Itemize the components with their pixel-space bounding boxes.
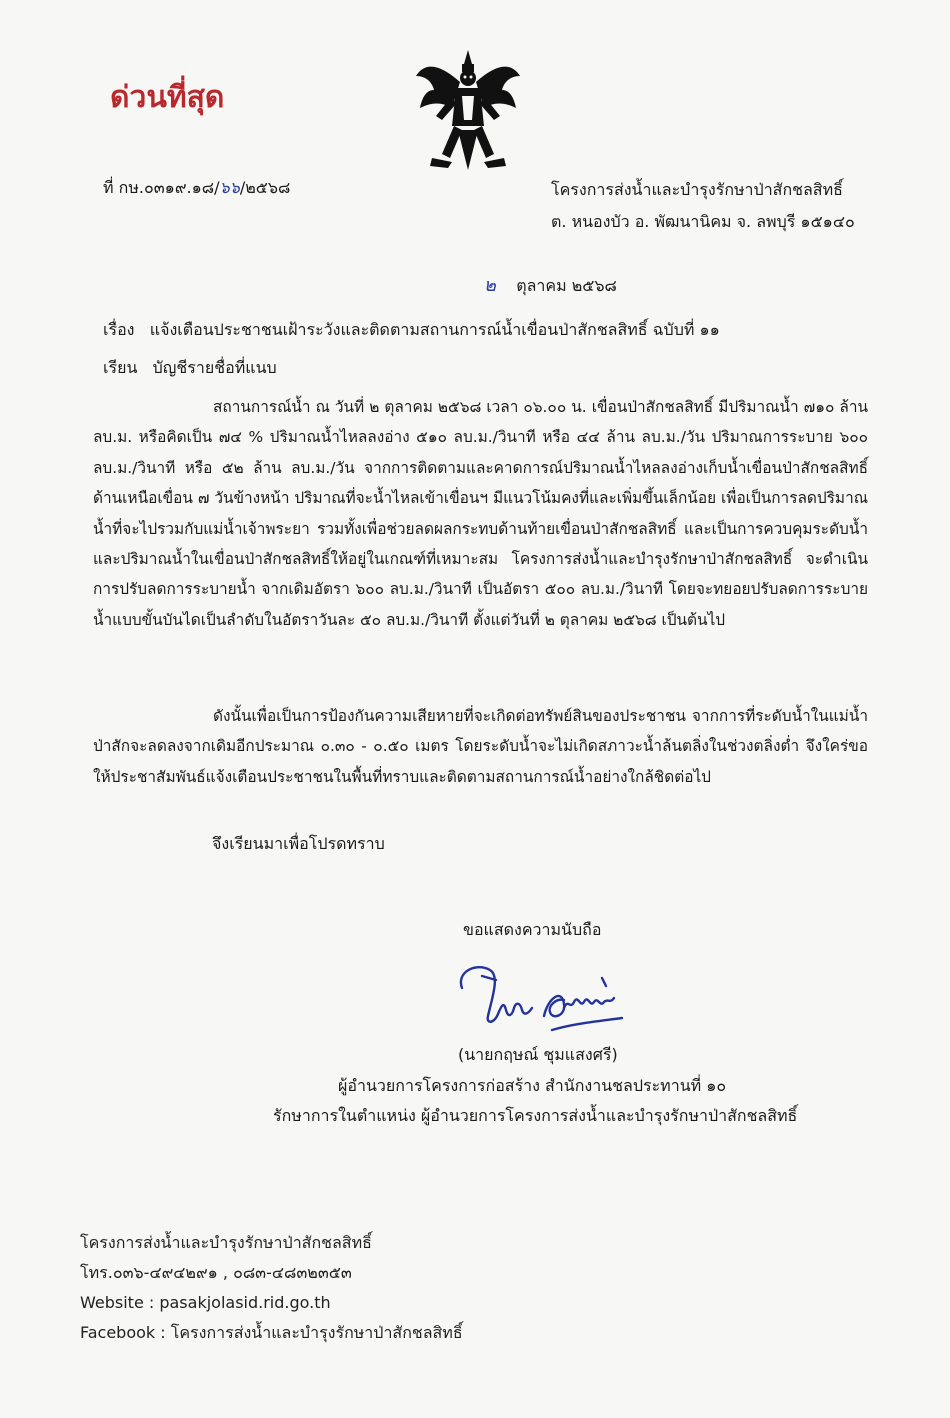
sender-address: ต. หนองบัว อ. พัฒนานิคม จ. ลพบุรี ๑๕๑๔๐ bbox=[551, 212, 855, 231]
urgency-label: ด่วนที่สุด bbox=[110, 80, 225, 115]
body-paragraph-2: ดังนั้นเพื่อเป็นการป้องกันความเสียหายที่จะเกิดต่อทรัพย์สินของประชาชน จากการที่ระดับน้ำในแม่น้ำป่าสักจะลดลงจากเดิมอีกประมาณ ๐.๓๐ - ๐.๕๐ เมตร โดยระดับน้ำจะไม่เกิดสภาวะน้ำล้นตลิ่งในช่วงตลิ่งต่ำ จึงใคร่ขอให้ประชาสัมพันธ์แจ้งเตือนประชาชนในพื้นที่ทราบและติดตามสถานการณ์น้ำอย่างใกล้ชิดต่อไป bbox=[93, 707, 868, 786]
date-month-year: ตุลาคม ๒๕๖๘ bbox=[516, 276, 617, 295]
footer-website: Website : pasakjolasid.rid.go.th bbox=[80, 1293, 331, 1312]
recipient-label: เรียน bbox=[103, 358, 138, 377]
recipient-text: บัญชีรายชื่อที่แนบ bbox=[152, 358, 277, 377]
signer-name: (นายกฤษณ์ ชุมแสงศรี) bbox=[458, 1045, 618, 1064]
recipient-line bbox=[103, 356, 277, 381]
sender-name: โครงการส่งน้ำและบำรุงรักษาป่าสักชลสิทธิ์ bbox=[551, 180, 843, 199]
reference-number bbox=[103, 176, 290, 201]
reference-prefix: ที่ กษ.๐๓๑๙.๑๘/ bbox=[103, 178, 220, 197]
reference-handwritten: ๖๖ bbox=[219, 178, 240, 197]
subject-text: แจ้งเตือนประชาชนเฝ้าระวังและติดตามสถานการณ์น้ำเขื่อนป่าสักชลสิทธิ์ ฉบับที่ ๑๑ bbox=[149, 320, 720, 339]
subject-label: เรื่อง bbox=[103, 320, 135, 339]
footer-org: โครงการส่งน้ำและบำรุงรักษาป่าสักชลสิทธิ์ bbox=[80, 1233, 372, 1252]
closing-line: จึงเรียนมาเพื่อโปรดทราบ bbox=[212, 834, 385, 853]
regards: ขอแสดงความนับถือ bbox=[463, 920, 602, 939]
reference-year: /๒๕๖๘ bbox=[239, 178, 291, 197]
footer-phone: โทร.๐๓๖-๔๙๔๒๙๑ , ๐๘๓-๔๘๓๒๓๕๓ bbox=[80, 1263, 352, 1282]
sender-block bbox=[551, 174, 855, 238]
body-paragraph-1: สถานการณ์น้ำ ณ วันที่ ๒ ตุลาคม ๒๕๖๘ เวลา ๐๖.๐๐ น. เขื่อนป่าสักชลสิทธิ์ มีปริมาณน้ำ ๗๑๐ ล้าน ลบ.ม. หรือคิดเป็น ๗๔ % ปริมาณน้ำไหลลงอ่าง ๕๑๐ ลบ.ม./วินาที หรือ ๔๔ ล้าน ลบ.ม./วัน ปริมาณการระบาย ๖๐๐ ลบ.ม./วินาที หรือ ๕๒ ล้าน ลบ.ม./วัน จากการติดตามและคาดการณ์ปริมาณน้ำไหลลงอ่างเก็บน้ำเขื่อนป่าสักชลสิทธิ์ ด้านเหนือเขื่อน ๗ วันข้างหน้า ปริมาณที่จะน้ำไหลเข้าเขื่อนฯ มีแนวโน้มคงที่และเพิ่มขึ้นเล็กน้อย เพื่อเป็นการลดปริมาณน้ำที่จะไปรวมกับแม่น้ำเจ้าพระยา รวมทั้งเพื่อช่วยลดผลกระทบด้านท้ายเขื่อนป่าสักชลสิทธิ์ และเป็นการควบคุมระดับน้ำและปริมาณน้ำในเขื่อนป่าสักชลสิทธิ์ให้อยู่ในเกณฑ์ที่เหมาะสม โครงการส่งน้ำและบำรุงรักษาป่าสักชลสิทธิ์ จะดำเนินการปรับลดการระบายน้ำ จากเดิมอัตรา ๖๐๐ ลบ.ม./วินาที เป็นอัตรา ๕๐๐ ลบ.ม./วินาที โดยจะทยอยปรับลดการระบายน้ำแบบขั้นบันไดเป็นลำดับในอัตราวันละ ๕๐ ลบ.ม./วินาที ตั้งแต่วันที่ ๒ ตุลาคม ๒๕๖๘ เป็นต้นไป bbox=[93, 398, 868, 629]
footer-facebook: Facebook : โครงการส่งน้ำและบำรุงรักษาป่าสักชลสิทธิ์ bbox=[80, 1323, 463, 1342]
letter-date bbox=[484, 270, 617, 299]
signer-title-2: รักษาการในตำแหน่ง ผู้อำนวยการโครงการส่งน้ำและบำรุงรักษาป่าสักชลสิทธิ์ bbox=[273, 1106, 798, 1125]
garuda-emblem bbox=[412, 46, 524, 176]
footer-contact bbox=[80, 1228, 463, 1348]
date-day-handwritten: ๒ bbox=[484, 275, 496, 296]
handwritten-signature bbox=[452, 958, 632, 1038]
subject-line bbox=[103, 318, 720, 343]
signer-title-1: ผู้อำนวยการโครงการก่อสร้าง สำนักงานชลประทานที่ ๑๐ bbox=[338, 1076, 727, 1095]
